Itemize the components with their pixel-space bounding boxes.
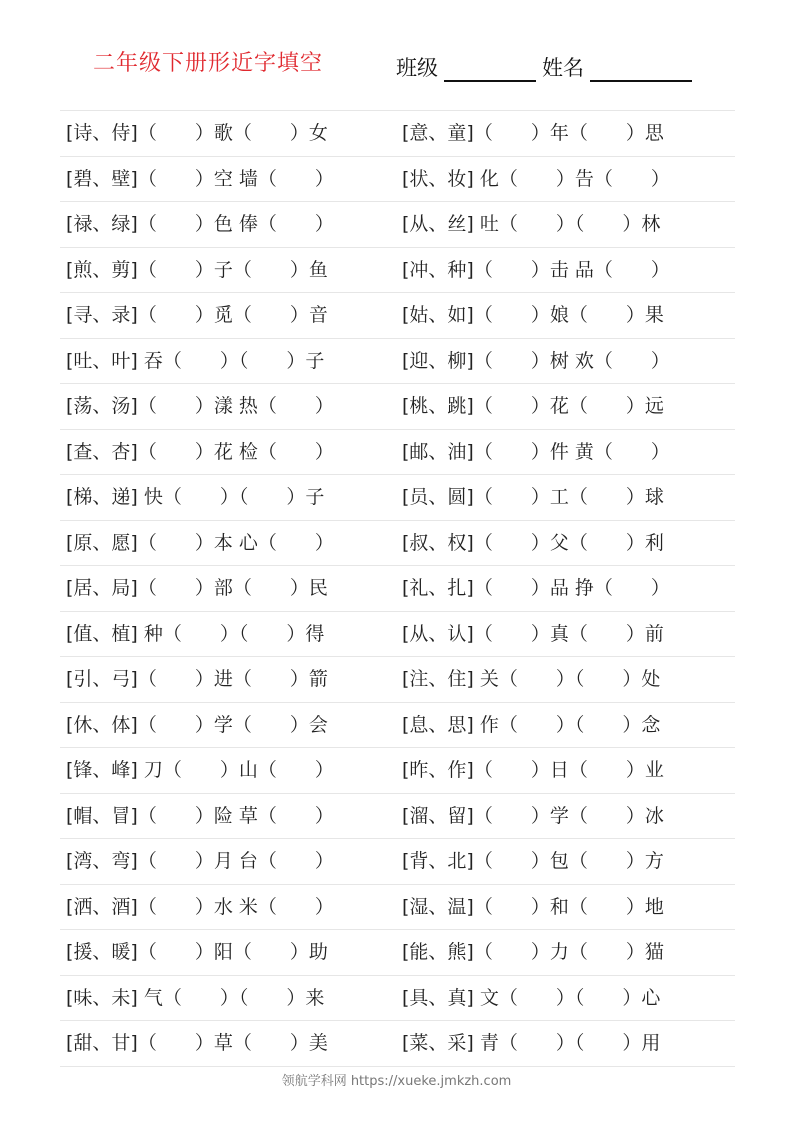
worksheet-title: 二年级下册形近字填空 [93, 51, 324, 76]
name-label: 姓名 [542, 56, 584, 80]
exercise-right: [从、丝] 吐（ ）（ ）林 [402, 213, 661, 235]
exercise-left: [湾、弯]（ ）月 台（ ） [66, 850, 334, 872]
exercise-row [60, 521, 735, 567]
name-blank [590, 58, 692, 82]
exercise-right: [息、思] 作（ ）（ ）念 [402, 713, 661, 736]
exercise-left: [味、未] 气（ ）（ ）来 [66, 986, 325, 1009]
exercise-row [60, 202, 735, 248]
exercise-row [60, 976, 735, 1022]
exercise-row [60, 248, 735, 294]
class-blank [444, 58, 536, 82]
exercise-right: [桃、跳]（ ）花（ ）远 [402, 395, 664, 417]
exercise-right: [从、认]（ ）真（ ）前 [402, 622, 664, 645]
exercise-left: [引、弓]（ ）进（ ）箭 [66, 668, 328, 690]
exercise-row [60, 657, 735, 703]
exercise-left: [帽、冒]（ ）险 草（ ） [66, 804, 334, 827]
exercise-row [60, 885, 735, 931]
exercise-row [60, 430, 735, 476]
exercise-left: [梯、递] 快（ ）（ ）子 [66, 486, 325, 508]
exercise-left: [碧、壁]（ ）空 墙（ ） [66, 167, 334, 190]
exercise-left: [诗、侍]（ ）歌（ ）女 [66, 122, 328, 144]
exercise-row [60, 1021, 735, 1067]
exercise-right: [邮、油]（ ）件 黄（ ） [402, 440, 670, 463]
exercise-left: [援、暖]（ ）阳（ ）助 [66, 941, 328, 963]
exercise-left: [洒、酒]（ ）水 米（ ） [66, 895, 334, 918]
exercise-row [60, 475, 735, 521]
exercise-row [60, 703, 735, 749]
exercise-left: [值、植] 种（ ）（ ）得 [66, 622, 325, 645]
exercise-row [60, 794, 735, 840]
exercise-left: [查、杏]（ ）花 检（ ） [66, 440, 334, 463]
exercise-left: [锋、峰] 刀（ ）山（ ） [66, 759, 334, 781]
exercise-row [60, 339, 735, 385]
exercise-left: [休、体]（ ）学（ ）会 [66, 713, 328, 736]
exercise-right: [昨、作]（ ）日（ ）业 [402, 759, 664, 781]
watermark-footer: 领航学科网 https://xueke.jmkzh.com [281, 1074, 512, 1089]
exercise-row [60, 293, 735, 339]
exercise-left: [禄、绿]（ ）色 俸（ ） [66, 213, 334, 235]
exercise-right: [礼、扎]（ ）品 挣（ ） [402, 577, 670, 599]
exercise-right: [具、真] 文（ ）（ ）心 [402, 986, 661, 1009]
exercise-right: [冲、种]（ ）击 品（ ） [402, 258, 670, 281]
student-info [396, 52, 698, 82]
exercise-left: [荡、汤]（ ）漾 热（ ） [66, 395, 334, 417]
exercise-left: [甜、甘]（ ）草（ ）美 [66, 1032, 328, 1054]
exercise-right: [溜、留]（ ）学（ ）冰 [402, 804, 664, 827]
exercise-right: [员、圆]（ ）工（ ）球 [402, 486, 664, 508]
exercise-row [60, 839, 735, 885]
exercise-left: [原、愿]（ ）本 心（ ） [66, 531, 334, 554]
exercise-row [60, 157, 735, 203]
exercise-left: [居、局]（ ）部（ ）民 [66, 577, 328, 599]
exercise-right: [能、熊]（ ）力（ ）猫 [402, 941, 664, 963]
exercise-right: [意、童]（ ）年（ ）思 [402, 122, 664, 144]
class-label: 班级 [396, 56, 438, 80]
exercise-right: [姑、如]（ ）娘（ ）果 [402, 304, 664, 326]
exercise-right: [注、住] 关（ ）（ ）处 [402, 668, 661, 690]
exercise-right: [背、北]（ ）包（ ）方 [402, 850, 664, 872]
exercise-row [60, 748, 735, 794]
exercise-left: [吐、叶] 吞（ ）（ ）子 [66, 349, 325, 372]
exercise-row [60, 612, 735, 658]
exercise-row [60, 384, 735, 430]
exercise-left: [煎、剪]（ ）子（ ）鱼 [66, 258, 328, 281]
exercise-row [60, 111, 735, 157]
exercise-row [60, 566, 735, 612]
exercise-right: [湿、温]（ ）和（ ）地 [402, 895, 664, 918]
exercise-right: [叔、权]（ ）父（ ）利 [402, 531, 664, 554]
exercise-grid [60, 110, 735, 1067]
exercise-left: [寻、录]（ ）觅（ ）音 [66, 304, 328, 326]
exercise-right: [状、妆] 化（ ）告（ ） [402, 167, 670, 190]
exercise-row [60, 930, 735, 976]
exercise-right: [菜、采] 青（ ）（ ）用 [402, 1032, 661, 1054]
exercise-right: [迎、柳]（ ）树 欢（ ） [402, 349, 670, 372]
